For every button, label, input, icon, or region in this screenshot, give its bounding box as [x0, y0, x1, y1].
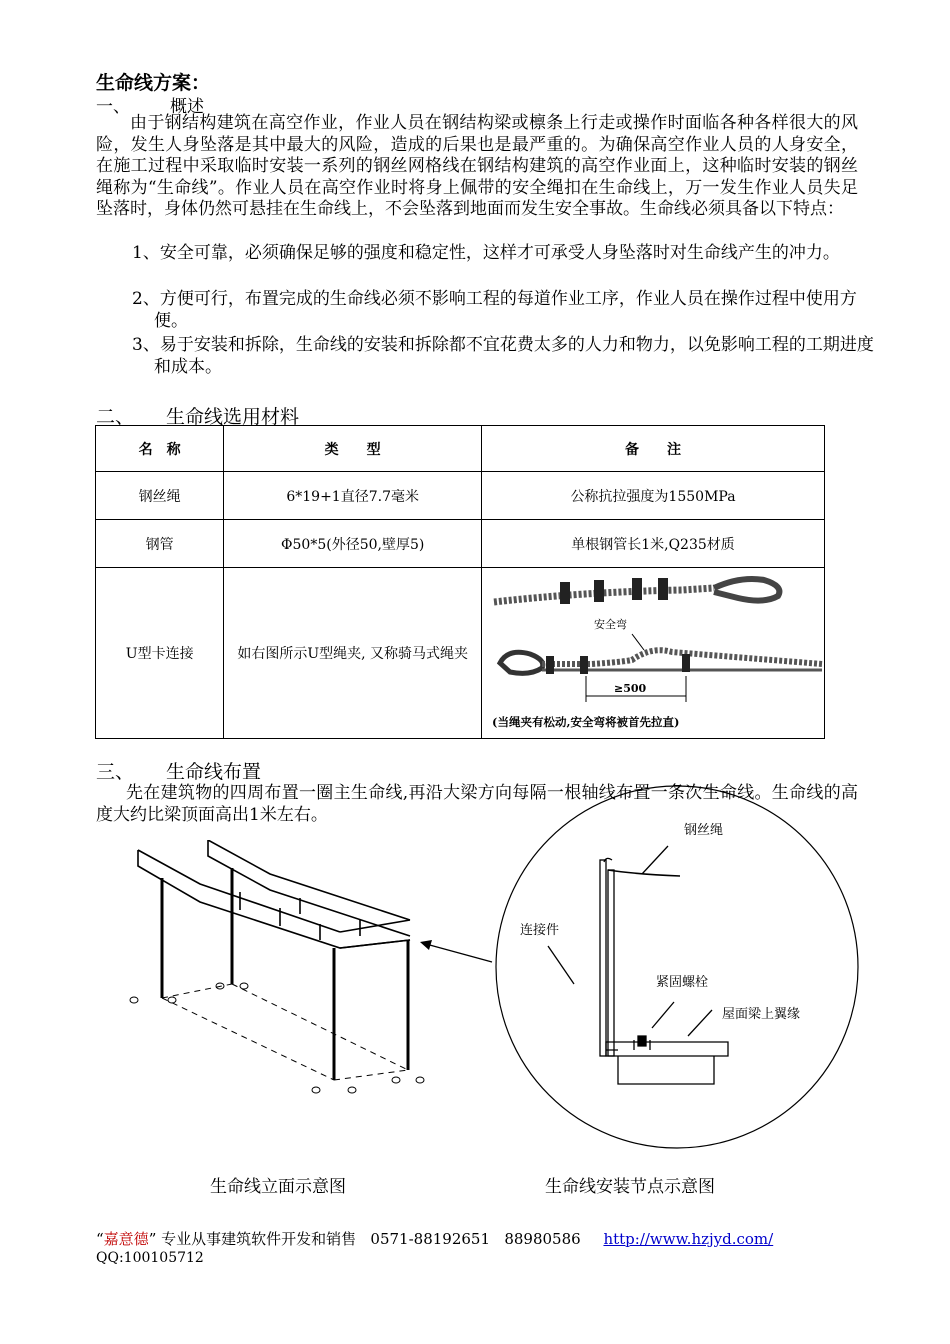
footer-website-link[interactable]: http://www.hzjyd.com/: [603, 1230, 774, 1248]
bolt-label: 紧固螺栓: [656, 975, 709, 990]
safety-bend-label: 安全弯: [594, 618, 627, 631]
node-caption: 生命线安装节点示意图: [545, 1177, 715, 1197]
cell-name: U型卡连接: [96, 568, 224, 739]
footer-text: ” 专业从事建筑软件开发和销售 0571-88192651 88980586: [148, 1230, 581, 1248]
section3-number: 三、: [96, 761, 135, 783]
header-type: 类 型: [224, 426, 482, 472]
table-header-row: [96, 426, 825, 472]
footer-brand: 嘉意德: [103, 1230, 149, 1248]
detail-arrow: [420, 940, 492, 962]
section1-title: 概述: [170, 97, 204, 117]
cell-type: Φ50*5(外径50,壁厚5): [224, 520, 482, 568]
rope-top-drawing: [494, 578, 779, 604]
header-name: 名 称: [96, 426, 224, 472]
node-detail-drawing: [494, 784, 860, 1150]
distance-label: ≥500: [614, 682, 647, 695]
materials-table: [95, 425, 825, 739]
footer-quote-open: “: [96, 1230, 104, 1248]
flange-label: 屋面梁上翼缘: [722, 1007, 801, 1022]
layout-paragraph: 先在建筑物的四周布置一圈主生命线,再沿大梁方向每隔一根轴线布置一条次生命线。生命线的高度大约比梁顶面高出1米左右。: [96, 783, 858, 825]
cell-type: 如右图所示U型绳夹, 又称骑马式绳夹: [224, 568, 482, 739]
table-row: [96, 520, 825, 568]
elevation-drawing: [120, 840, 500, 1110]
section3-title: 生命线布置: [166, 761, 262, 783]
u-clamp-figure: [482, 568, 824, 734]
header-note: 备 注: [482, 426, 825, 472]
cell-name: 钢管: [96, 520, 224, 568]
overview-paragraph: 由于钢结构建筑在高空作业，作业人员在钢结构梁或檩条上行走或操作时面临各种各样很大的风险，发生人身坠落是其中最大的风险，造成的后果也是最严重的。为确保高空作业人员的人身安全，在施工过程中采取临时安装一系列的钢丝网格线在钢结构建筑的高空作业面上，这种临时安装的钢丝绳称为“生命线”。作业人员在高空作业时将身上佩带的安全绳扣在生命线上，万一发生作业人员失足坠落时，身体仍然可悬挂在生命线上，不会坠落到地面而发生安全事故。生命线必须具备以下特点：: [96, 113, 858, 219]
cell-figure: [482, 568, 825, 739]
feature-item-2: 2、方便可行，布置完成的生命线必须不影响工程的每道作业工序，作业人员在操作过程中使用方便。: [132, 289, 857, 331]
cell-note: 公称抗拉强度为1550MPa: [482, 472, 825, 520]
section3-heading: [96, 757, 261, 784]
figure-note: (当绳夹有松动,安全弯将被首先拉直): [492, 715, 680, 729]
table-row: [96, 568, 825, 739]
section1-number: 一、: [96, 97, 130, 117]
feature-item-1: 1、安全可靠，必须确保足够的强度和稳定性，这样才可承受人身坠落时对生命线产生的冲力。: [132, 243, 840, 263]
section2-title: 生命线选用材料: [166, 406, 300, 428]
connector-label: 连接件: [520, 923, 560, 938]
footer-qq: QQ:100105712: [96, 1250, 204, 1266]
page-title: 生命线方案：: [96, 72, 211, 94]
section2-number: 二、: [96, 406, 135, 428]
rope-bottom-drawing: [500, 634, 822, 702]
wire-label: 钢丝绳: [684, 823, 724, 838]
cell-note: 单根钢管长1米,Q235材质: [482, 520, 825, 568]
cell-type: 6*19+1直径7.7毫米: [224, 472, 482, 520]
feature-item-3: 3、易于安装和拆除，生命线的安装和拆除都不宜花费太多的人力和物力，以免影响工程的工期进度和成本。: [132, 335, 874, 377]
elevation-caption: 生命线立面示意图: [210, 1177, 346, 1197]
footer-line: [96, 1228, 773, 1249]
table-row: [96, 472, 825, 520]
cell-name: 钢丝绳: [96, 472, 224, 520]
